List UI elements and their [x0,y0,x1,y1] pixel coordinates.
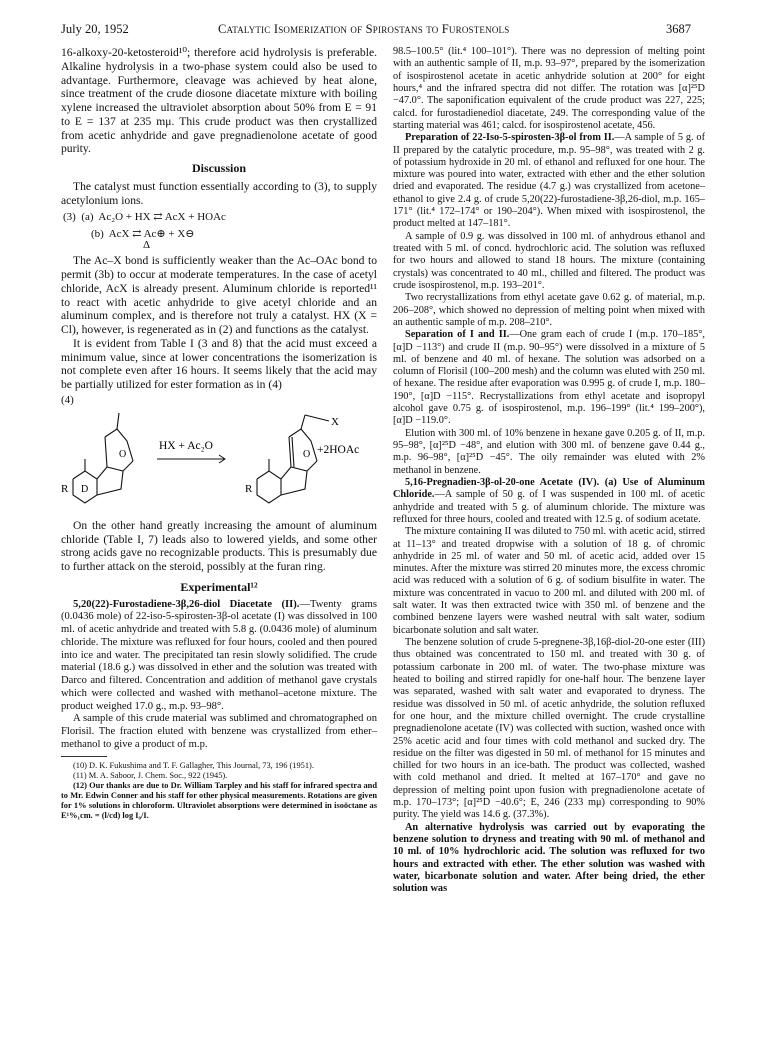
paragraph-aluminum-chloride: On the other hand greatly increasing the amount of aluminum chloride (Table I, 7) leads also to lowered yields, and some other strong acids gave no recognizable products. This is presumably due to further attack on the steroid, possibly at the furan ring. [61,518,377,573]
footnote-12: (12) Our thanks are due to Dr. William Tarpley and his staff for infrared spectra and to Mr. Edwin Conner and his staff for other physical measurements. Rotations are given for 1% solutions in chloroform. Ultraviolet absorptions were determined in isoöctane as E¹%₁cm. = (l/cd) log I₀/I. [61,780,377,820]
discussion-heading: Discussion [191,161,247,175]
paragraph-recrystallization: Two recrystallizations from ethyl acetate gave 0.62 g. of material, m.p. 206–208°, which showed no depression of melting point when mixed with an authentic sample of m.p. 208–210°. [393,292,705,328]
paragraph-acx-bond: The Ac–X bond is sufficiently weaker than the Ac–OAc bond to permit (3b) to occur at moderate temperatures. In the case of acetyl chloride, AcX is already present. Aluminum chloride is reported¹¹ to react with acetic anhydride to give acetyl chloride and an aluminum complex, and is therefore not truly a catalyst. HX (X = Cl), however, is regenerated as in (2) and functions as the catalyst. [61,254,377,336]
paragraph-melting-point-ii: 98.5–100.5° (lit.⁴ 100–101°). There was no depression of melting point with an authentic sample of II, m.p. 93–97°, prepared by the isomerization of isospirostenol acetate in acetic anhydride solution at 200° for eight hours,⁴ and the infrared spectra did not differ. The rotation was [α]²⁵D −47.0°. The saponification equivalent of the crude product was 227, 225; calcd. for furostadienediol diacetate, 249. The corresponding value of the starting material was 461; calcd. for isospirostenol acetate, 456. [393,46,705,131]
left-column [61,46,377,821]
paragraph-ethanol-sample: A sample of 0.9 g. was dissolved in 100 ml. of anhydrous ethanol and treated with 5 ml. of concd. hydrochloric acid. The solution was refluxed for two hours and allowed to stand 18 hours. The mixture (containing crystals) was concentrated to 40 ml., chilled and filtered. The product was crude isospirostenol, m.p. 193–201°. [393,230,705,291]
oxygen-label-left: O [119,448,127,460]
reaction-scheme-4 [61,407,377,519]
compound-ii-title: 5,20(22)-Furostadiene-3β,26-diol Diacetate (II). [73,598,300,610]
x-substituent-label: X [331,415,339,428]
r-label-left: R [61,482,69,495]
paragraph-separation: —One gram each of crude I (m.p. 170–185°, [α]D −113°) and crude II (m.p. 90–95°) were dissolved in a mixture of 5 ml. of benzene and 40 ml. of hexane. The solution was adsorbed on a column of Florisil (100–200 mesh) and the column was eluted with 250 ml. of hexane. The residue after evaporation was 0.995 g. of crude I, m.p. 180–190°, [α]D −115°. Recrystallizations from ethyl acetate and isopropyl alcohol gave 0.75 g. of isospirostenol, m.p. 196–199° (lit.⁴ 199–200°), [α]D −119.0°. [393,329,705,427]
paragraph-alternative-hydrolysis: An alternative hydrolysis was carried out by evaporating the benzene solution to dryness and treating with 90 ml. of methanol and 10 ml. of 10% hydrochloric acid. The solution was refluxed for two hours and extracted with ether. The ether solution was washed with water, bicarbonate solution and water. After being dried, the ether solution was [393,821,705,895]
reaction-arrow [157,455,225,463]
equation-3b: (b) AcX ⇄ Ac⊕ + X⊖ [91,228,195,241]
paragraph-furostadiene-prep: —Twenty grams (0.0436 mole) of 22-iso-5-spirosten-3β-ol acetate (I) was dissolved in 100 ml. of acetic anhydride and treated with 5.8 g. (0.0436 mole) of aluminum chloride. The mixture was refluxed for four hours, cooled and then poured into ice and water. The precipitated tan resin slowly solidified. The crude material (18.6 g.) was dissolved in ether and the solution was treated with Darco and filtered. Concentration and addition of methanol gave crystals which were collected and washed with methanol–acetone mixture. The product weighed 17.0 g., m.p. 93–98°. [61,598,377,712]
experimental-heading: Experimental¹² [180,579,258,594]
running-date: July 20, 1952 [61,22,129,36]
oxygen-label-right: O [303,448,311,460]
equation-3-delta: Δ [143,239,151,252]
paragraph-table-acid: It is evident from Table I (3 and 8) that the acid must exceed a minimum value, since at lower concentrations the isomerization is not complete even after 16 hours. It seems likely that the acid may be partially utilized for ester formation as in (4) [61,336,377,391]
paragraph-catalyst: The catalyst must function essentially according to (3), to supply acetylonium ions. [61,179,377,207]
running-title: Catalytic Isomerization of Spirostans to Furostenols [218,22,510,36]
footnote-divider [61,756,107,757]
paragraph-alkoxy-hydrolysis: 16-alkoxy-20-ketosteroid¹⁰; therefore acid hydrolysis is preferable. Alkaline hydrolysis in a two-phase system could also be used to advantage. Furthermore, cleavage was achieved by heat alone, since treatment of the crude diosone diacetate mixture with boiling xylene increased the ultraviolet absorption about 50% from E = 91 to E = 137 at 235 mμ. This crude product was then crystallized from acetic anhydride and gave pregnadienolone acetate of good purity. [61,46,377,156]
paragraph-isospirostenol-prep: —A sample of 5 g. of II prepared by the catalytic procedure, m.p. 95–98°, was treated with 2 g. of potassium hydroxide in 20 ml. of ethanol and refluxed for one hour. The mixture was poured into water, extracted with ether and the ether solution dried and evaporated. The residue (4.7 g.) was crystallized from acetone–ethanol to give 2.4 g. of crude 5,20(22)-furostadiene-3β,26-diol, m.p. 165–171° (lit.⁴ 172–174° or 190–204°). When mixed with isospirostenol, the product melted at 147–181°. [393,132,705,230]
page-number: 3687 [666,22,691,36]
scheme-reagent: HX + Ac₂O [159,439,213,452]
separation-title: Separation of I and II. [405,329,510,341]
paragraph-benzene-solution: The benzene solution of crude 5-pregnene-3β,16β-diol-20-one ester (III) thus obtained was concentrated to 150 ml. and treated with 30 g. of potassium carbonate in 200 ml. of water. The two-phase mixture was heated to boiling and stirred rapidly for one-half hour. The benzene layer was separated, washed with salt water and evaporated to dryness. The residue was dissolved in 50 ml. of acetic anhydride, the solution refluxed for one hour, and the mixture chilled overnight. The crude crystalline pregnadienolone acetate (IV) was collected with suction, washed once with 25% acetic acid and four times with cold methanol and sucked dry. The residue on the filter was digested in 50 ml. of methanol for 15 minutes and chilled for two hours in an ice-bath. The product was collected, washed with cold methanol and dried. It melted at 167–170° and gave no depression of melting point upon fusion with pregnadienolone acetate of m.p. 170–173°; [α]²⁵D −40.6°; E, 246 (233 mμ) corresponding to 90% purity. The yield was 14.6 g. (37.3%). [393,637,705,821]
right-column [393,46,705,896]
paragraph-elution: Elution with 300 ml. of 10% benzene in hexane gave 0.205 g. of II, m.p. 95–98°, [α]²⁵D −48°, and elution with 300 ml. of benzene gave 0.44 g., m.p. 96–98°, [α]²⁵D −45°. The oily remainder was eluted with 2% methanol in benzene. [393,427,705,476]
equation-4-label: (4) [61,393,74,406]
steroid-structure-right [257,415,329,503]
paragraph-aluminum-chloride-use: —A sample of 50 g. of I was suspended in 100 ml. of acetic anhydride and treated with 5 g. of aluminum chloride. The mixture was refluxed for three hours, cooled and treated with 12.5 g. of sodium acetate. [393,489,705,525]
equation-3a: (3) (a) Ac₂O + HX ⇄ AcX + HOAc [63,211,226,224]
r-label-right: R [245,482,253,495]
paragraph-chromic-oxidation: The mixture containing II was diluted to 750 ml. with acetic acid, stirred at 11–13° and treated dropwise with a solution of 18 g. of chromic anhydride in 25 ml. of water and 50 ml. of acetic acid, added over 15 minutes. After the mixture was stirred 20 minutes more, the excess chromic acid was reduced with a solution of 6 g. of sodium bisulfite in water. The mixture was concentrated in vacuo to 200 ml. and diluted with 200 ml. of salt water. It was then extracted twice with 350 ml. of benzene and the combined benzene layers were washed neutral with salt water, sodium bicarbonate solution and salt water. [393,526,705,636]
d-ring-label: D [81,483,89,495]
scheme-byproduct: +2HOAc [317,443,360,456]
isospirostenol-prep-title: Preparation of 22-Iso-5-spirosten-3β-ol from II. [405,132,615,144]
footnote-11: (11) M. A. Saboor, J. Chem. Soc., 922 (1945). [73,770,228,780]
paragraph-sublimed-sample: A sample of this crude material was sublimed and chromatographed on Florisil. The fraction eluted with benzene was crystallized from ether–methanol to give a product of m.p. [61,713,377,750]
footnote-10: (10) D. K. Fukushima and T. F. Gallagher, This Journal, 73, 196 (1951). [73,760,314,770]
pregnadienolone-title: 5,16-Pregnadien-3β-ol-20-one Acetate (IV). (a) Use of Aluminum Chloride. [393,476,705,501]
